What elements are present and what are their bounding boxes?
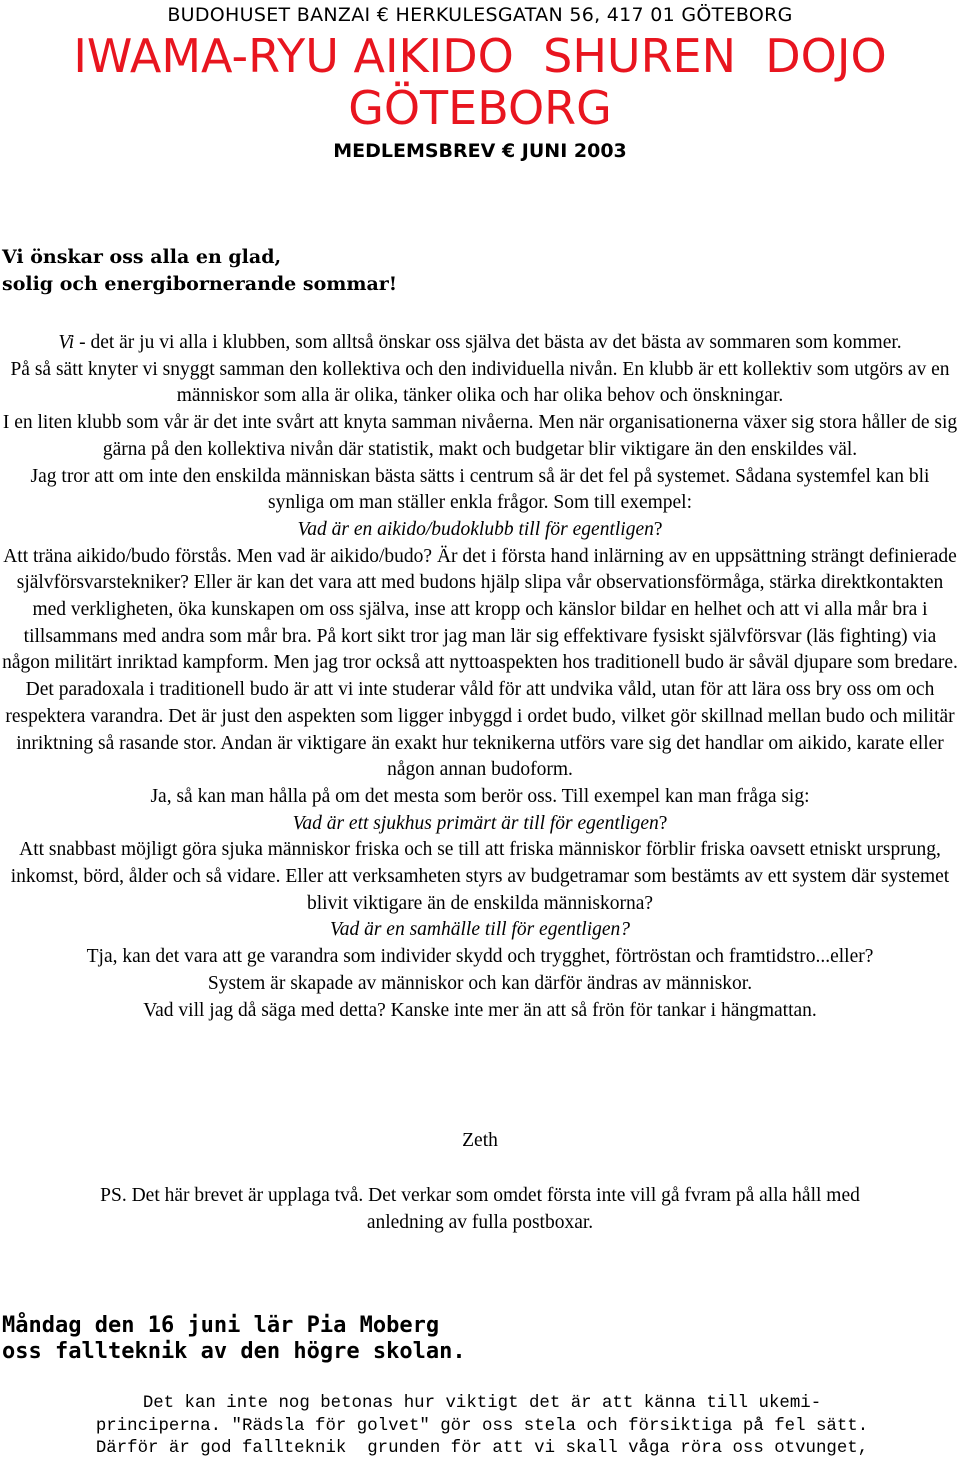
- newsletter-subtitle: MEDLEMSBREV € JUNI 2003: [333, 140, 627, 162]
- question-1-text: Vad är en aikido/budoklubb till för egentligen: [297, 518, 654, 540]
- announcement-heading-line-1: Måndag den 16 juni lär Pia Moberg: [2, 1313, 440, 1338]
- body-paragraph-8: Tja, kan det vara att ge varandra som individer skydd och trygghet, förtröstan och framtidstro...eller?: [86, 946, 874, 968]
- body-paragraph-1: [2, 330, 958, 357]
- body-paragraph-5: Att träna aikido/budo förstås. Men vad är aikido/budo? Är det i första hand inlärning av en uppsättning strängt definierade självförsvarstekniker? Eller är kan det vara att med budons hjälp slipa vår observationsförmåga, stärka direktkontakten med verkligheten, öka kunskapen om oss själva, inse att kropp och känslor bildar en helhet och att vi alla mår bra i tillsammans med andra som mår bra. På kort sikt tror jag man lär sig effektivare fysiskt självförsvar (läs fighting) via någon militärt inriktad kampform. Men jag tror också att nyttoaspekten hos traditionell budo är såväl djupare som bredare. Det paradoxala i traditionell budo är att vi inte studerar våld för att undvika våld, utan för att lära oss bry oss om och respektera varandra. Det är just den aspekten som ligger inbyggd i ordet budo, vilket gör skillnad mellan budo och militär inriktning så rasande stor. Andan är viktigare än exakt hur teknikerna utförs vare sig det handlar om aikido, karate eller någon annan budoform.: [2, 545, 958, 781]
- announcement-heading-line-2: oss fallteknik av den högre skolan.: [2, 1339, 466, 1364]
- body-paragraph-2: På så sätt knyter vi snyggt samman den kollektiva och den individuella nivån. En klubb är ett kollektiv som utgörs av en människor som alla är olika, tänker olika och har olika behov och önskningar.: [10, 358, 950, 407]
- signature: Zeth: [462, 1130, 498, 1151]
- postscript-line-1: PS. Det här brevet är upplaga två. Det verkar som omdet första inte vill gå fvram på alla håll med: [100, 1185, 860, 1206]
- question-2-mark: ?: [658, 812, 668, 834]
- body-paragraph-9: System är skapade av människor och kan därför ändras av människor.: [207, 972, 753, 994]
- body-paragraph-4: Jag tror att om inte den enskilda människan bästa sätts i centrum så är det fel på systemet. Sådana systemfel kan bli synliga om man ställer enkla frågor. Som till exempel:: [30, 465, 930, 514]
- body-paragraph-3: I en liten klubb som vår är det inte svårt att knyta samman nivåerna. Men när organisationerna växer sig stora håller de sig gärna på den kollektiva nivån där statistik, makt och budgetar blir viktigare än den enskildes väl.: [2, 412, 958, 460]
- announcement-text: [8, 1393, 956, 1461]
- letter-body: [2, 330, 958, 1024]
- body-paragraph-7: Att snabbast möjligt göra sjuka människor friska och se till att friska människor förblir friska oavsett etniskt ursprung, inkomst, börd, ålder och så vidare. Eller att verksamheten styrs av budgetramar som bestämts av ett system där systemet blivit viktigare än de enskilda människorna?: [10, 839, 950, 914]
- paragraph-1-text: - det är ju vi alla i klubben, som alltså önskar oss själva det bästa av det bästa av sommaren som kommer.: [74, 332, 902, 353]
- question-2-text: Vad är ett sjukhus primärt är till för egentligen: [292, 812, 659, 834]
- body-paragraph-6: Ja, så kan man hålla på om det mesta som berör oss. Till exempel kan man fråga sig:: [150, 785, 810, 807]
- question-3-text: Vad är en samhälle till för egentligen?: [329, 919, 631, 941]
- question-2: [2, 811, 958, 838]
- question-1: [2, 517, 958, 544]
- club-address: BUDOHUSET BANZAI € HERKULESGATAN 56, 417 01 GÖTEBORG: [167, 4, 793, 26]
- summer-greeting: [2, 244, 397, 298]
- postscript-line-2: anledning av fulla postboxar.: [366, 1211, 594, 1233]
- announcement-heading: [2, 1313, 466, 1365]
- emphasis-vi: Vi: [58, 332, 75, 353]
- greeting-line-2: solig och energibornerande sommar!: [2, 273, 398, 295]
- page-title: [0, 30, 960, 134]
- title-line-2: GÖTEBORG: [348, 81, 612, 135]
- announcement-text-line-3: Därför är god fallteknik grunden för att vi skall våga röra oss otvunget,: [95, 1439, 869, 1458]
- question-3: [2, 917, 958, 944]
- greeting-line-1: Vi önskar oss alla en glad,: [2, 246, 282, 268]
- postscript: [0, 1183, 960, 1236]
- announcement-text-line-1: Det kan inte nog betonas hur viktigt det är att känna till ukemi-: [142, 1394, 822, 1413]
- body-paragraph-10: Vad vill jag då säga med detta? Kanske inte mer än att så frön för tankar i hängmattan.: [143, 999, 817, 1021]
- announcement-text-line-2: principerna. "Rädsla för golvet" gör oss stela och försiktiga på fel sätt.: [95, 1416, 869, 1436]
- title-line-1: IWAMA-RYU AIKIDO SHUREN DOJO: [73, 29, 887, 83]
- question-1-mark: ?: [653, 518, 663, 540]
